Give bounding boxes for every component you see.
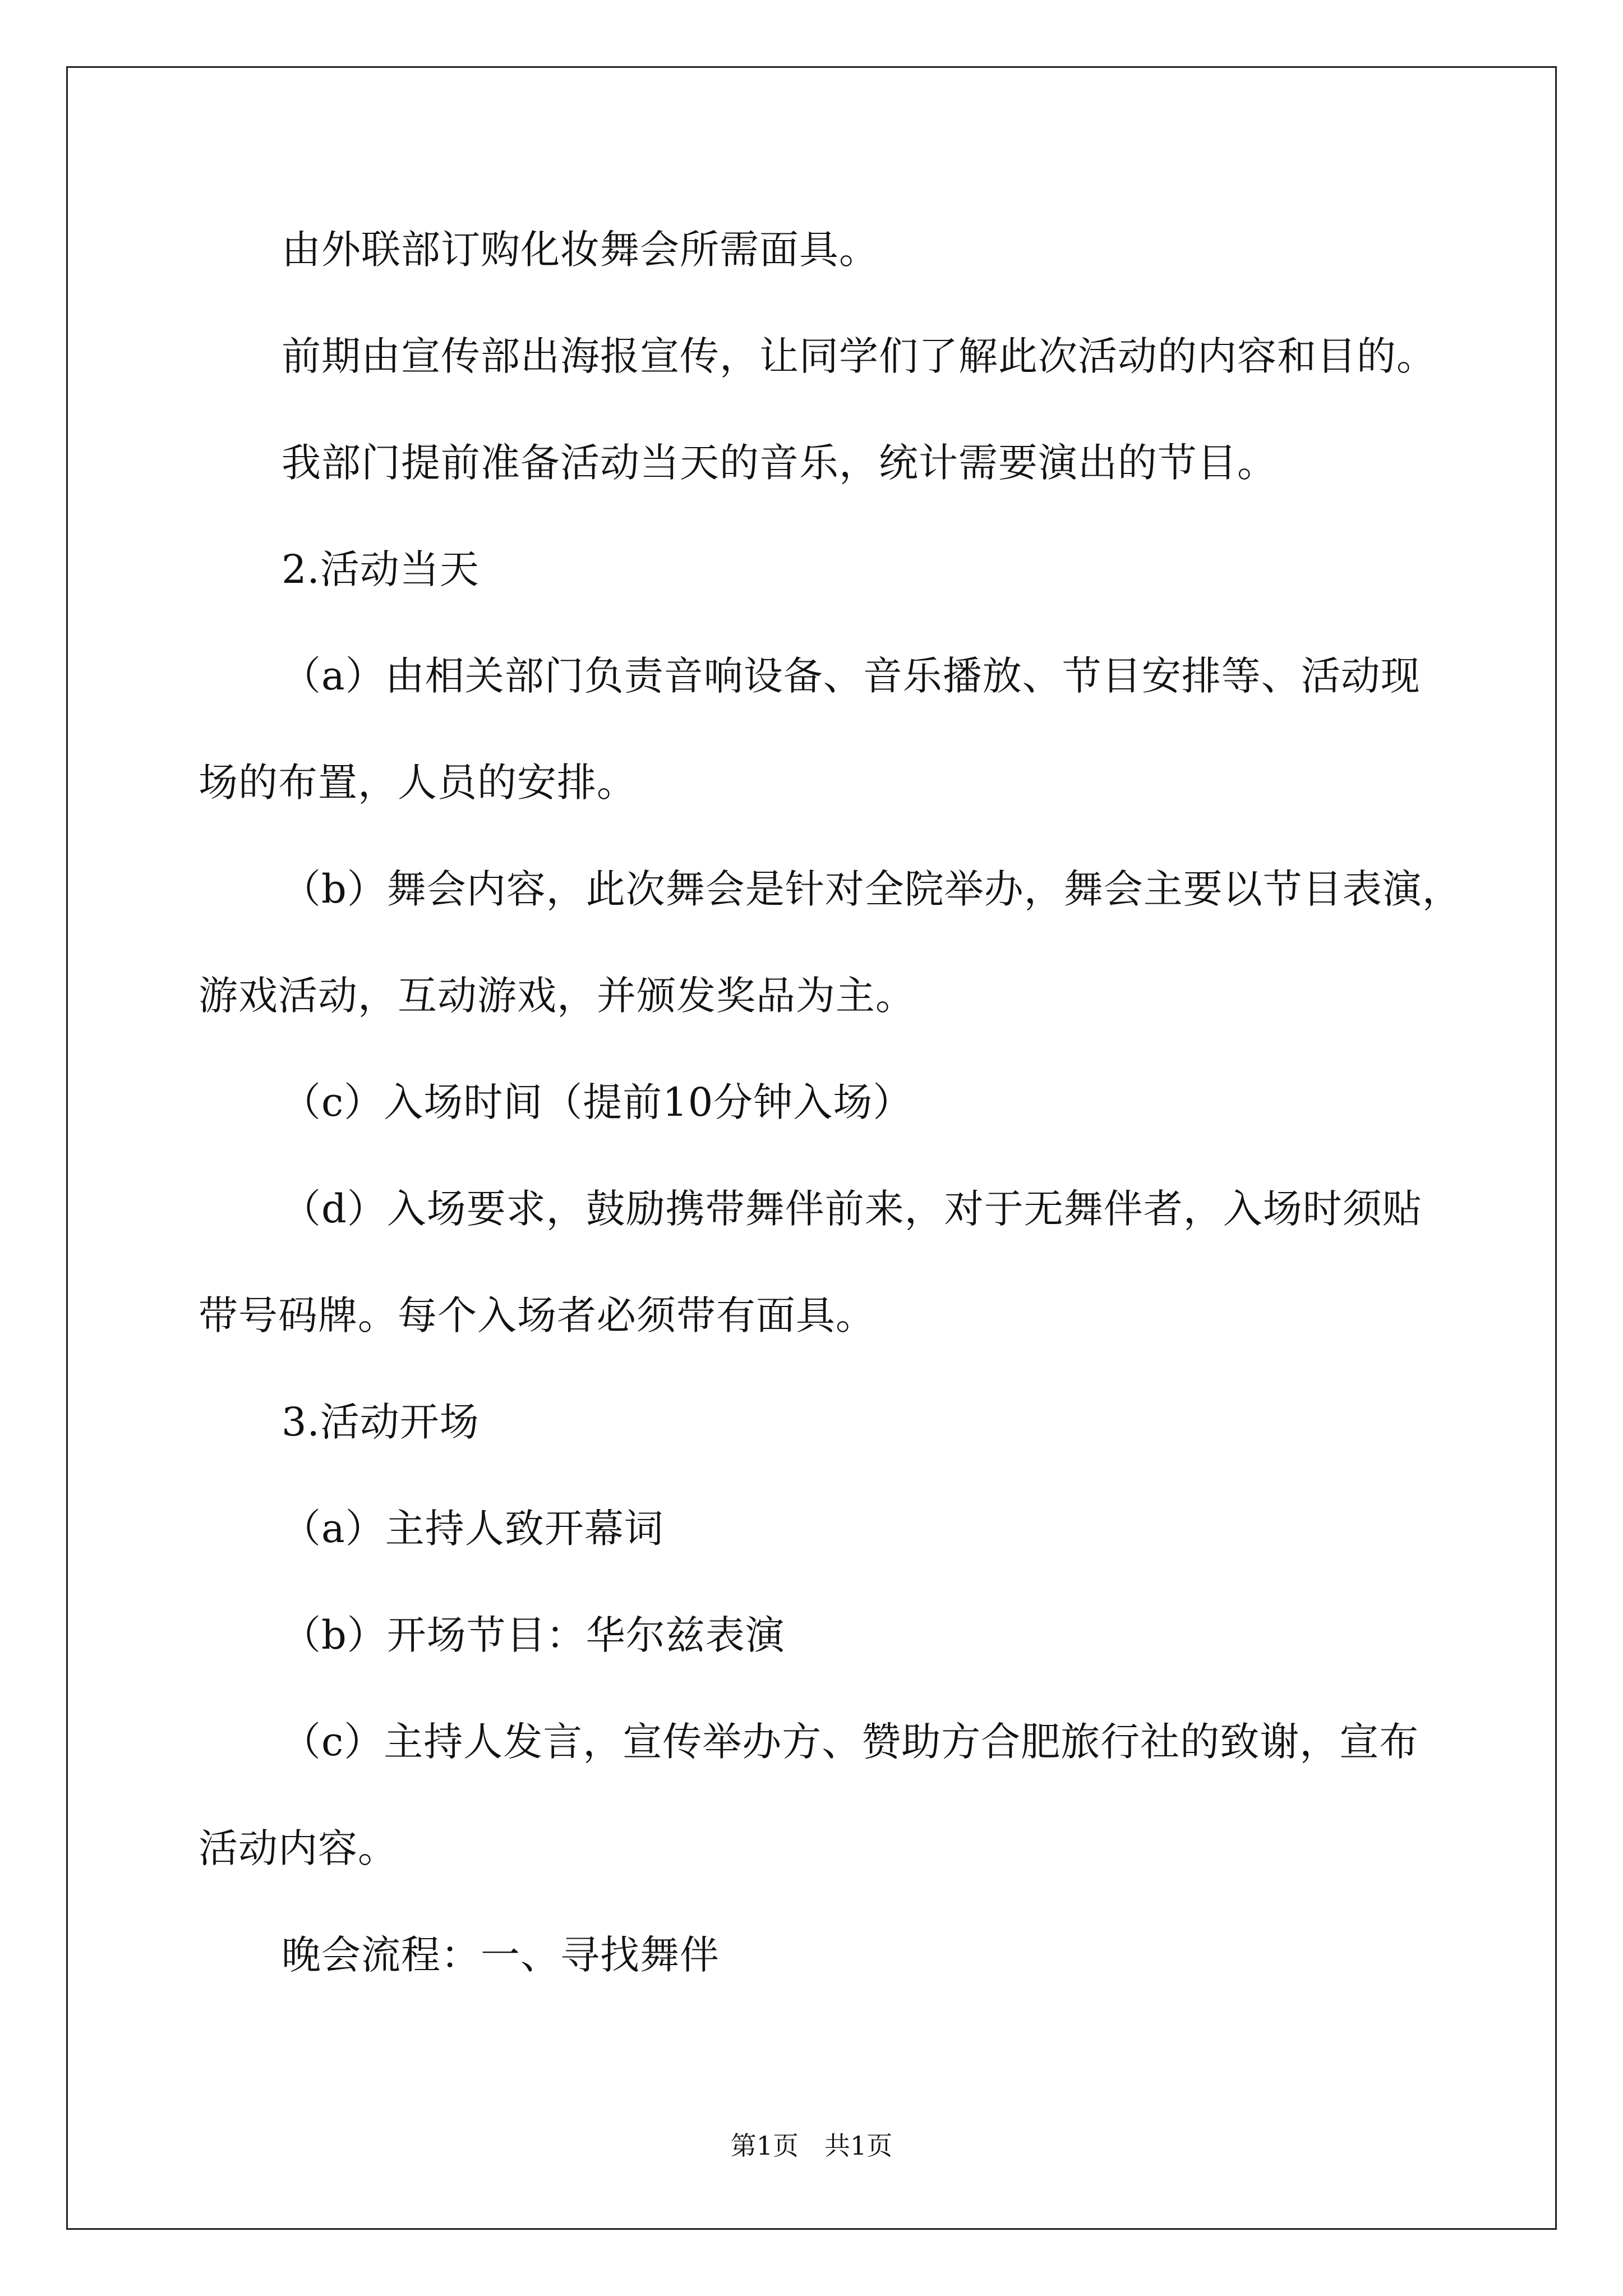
paragraph-8: （a）主持人致开幕词 <box>282 1506 664 1552</box>
paragraph-10-line-1: （c）主持人发言，宣传举办方、赞助方合肥旅行社的致谢，宣布 <box>282 1719 1419 1765</box>
paragraph-7-line-2: 带号码牌。每个入场者必须带有面具。 <box>199 1292 875 1338</box>
page-footer: 第1页 共1页 <box>730 2131 893 2161</box>
paragraph-10-line-2: 活动内容。 <box>199 1825 398 1871</box>
paragraph-5-line-1: （b）舞会内容，此次舞会是针对全院举办，舞会主要以节目表演， <box>282 866 1462 912</box>
paragraph-2: 前期由宣传部出海报宣传，让同学们了解此次活动的内容和目的。 <box>282 333 1436 379</box>
page-border <box>66 66 1557 2230</box>
paragraph-3: 我部门提前准备活动当天的音乐，统计需要演出的节目。 <box>282 440 1277 486</box>
section-heading-2: 2.活动当天 <box>282 546 479 592</box>
paragraph-1: 由外联部订购化妆舞会所需面具。 <box>282 227 879 273</box>
paragraph-4-line-1: （a）由相关部门负责音响设备、音乐播放、节目安排等、活动现 <box>282 653 1421 699</box>
paragraph-11: 晚会流程：一、寻找舞伴 <box>282 1932 720 1978</box>
paragraph-7-line-1: （d）入场要求，鼓励携带舞伴前来，对于无舞伴者，入场时须贴 <box>282 1186 1422 1232</box>
paragraph-5-line-2: 游戏活动，互动游戏，并颁发奖品为主。 <box>199 973 915 1019</box>
section-heading-3: 3.活动开场 <box>282 1399 479 1445</box>
paragraph-4-line-2: 场的布置，人员的安排。 <box>199 760 637 806</box>
paragraph-9: （b）开场节目：华尔兹表演 <box>282 1612 785 1658</box>
paragraph-6: （c）入场时间（提前10分钟入场） <box>282 1079 913 1125</box>
